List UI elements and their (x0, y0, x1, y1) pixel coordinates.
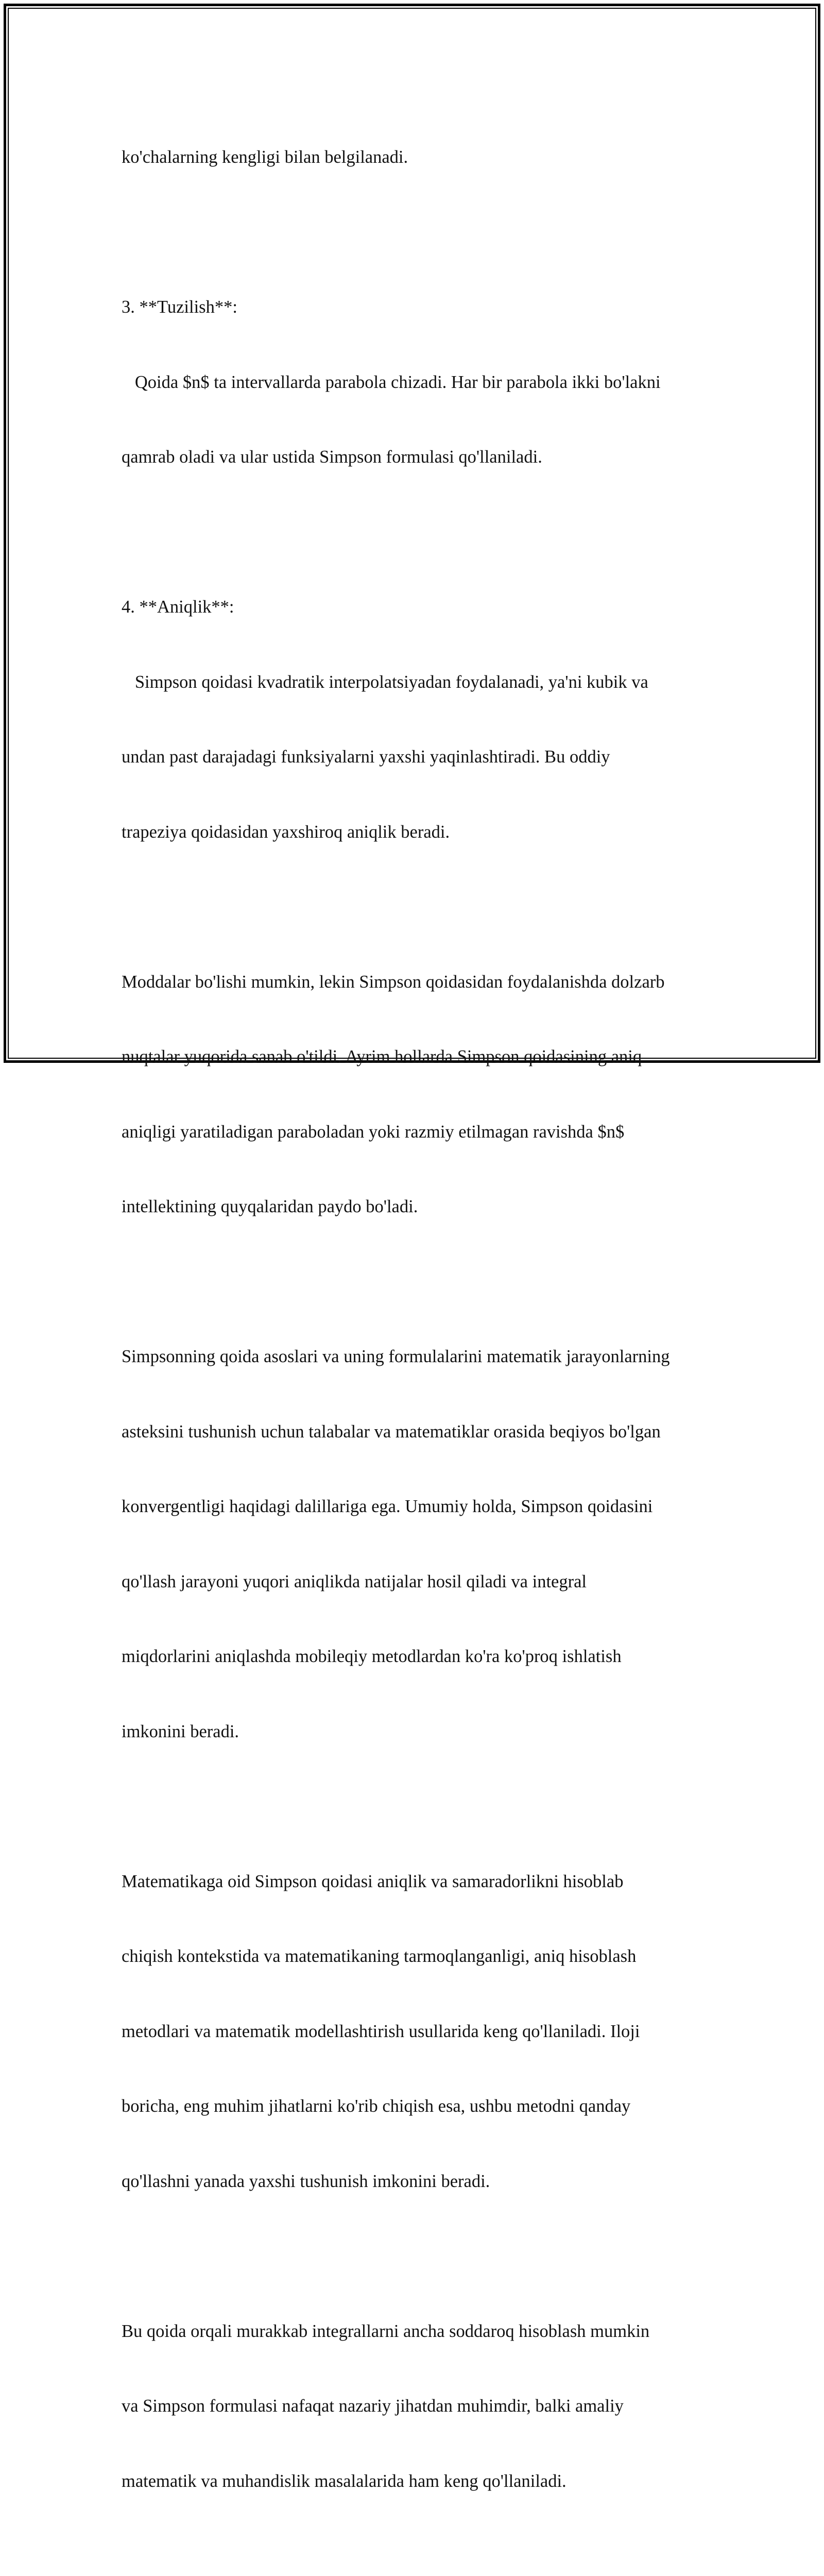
text-line: miqdorlarini aniqlashda mobileqiy metodlardan ko'ra ko'proq ishlatish (122, 1644, 724, 1669)
text-line: qo'llash jarayoni yuqori aniqlikda natijalar hosil qiladi va integral (122, 1569, 724, 1595)
text-line: qo'llashni yanada yaxshi tushunish imkonini beradi. (122, 2169, 724, 2194)
paragraph-matematikaga-oid (122, 1819, 724, 2244)
text-line: boricha, eng muhim jihatlarni ko'rib chiqish esa, ushbu metodni qanday (122, 2094, 724, 2119)
text-line: aniqligi yaratiladigan paraboladan yoki razmiy etilmagan ravishda $n$ (122, 1120, 724, 1145)
paragraph-aniqlik (122, 545, 724, 894)
text-line: metodlari va matematik modellashtirish usullarida keng qo'llaniladi. Iloji (122, 2019, 724, 2044)
text-line: nuqtalar yuqorida sanab o'tildi. Ayrim hollarda Simpson qoidasining aniq (122, 1044, 724, 1070)
text-line: Bu qoida orqali murakkab integrallarni ancha soddaroq hisoblash mumkin (122, 2319, 724, 2344)
paragraph-tuzilish (122, 245, 724, 520)
list-item-heading: 4. **Aniqlik**: (122, 595, 724, 620)
paragraph-simpsonning-asoslari (122, 1294, 724, 1794)
text-line: va Simpson formulasi nafaqat nazariy jihatdan muhimdir, balki amaliy (122, 2394, 724, 2419)
text-line: matematik va muhandislik masalalarida ham keng qo'llaniladi. (122, 2469, 724, 2494)
text-line: Matematikaga oid Simpson qoidasi aniqlik va samaradorlikni hisoblab (122, 1869, 724, 1894)
text-line: chiqish kontekstida va matematikaning tarmoqlanganligi, aniq hisoblash (122, 1944, 724, 1969)
text-line: intellektining quyqalaridan paydo bo'ladi. (122, 1194, 724, 1219)
paragraph-bu-qoida (122, 2269, 724, 2544)
text-line: Moddalar bo'lishi mumkin, lekin Simpson qoidasidan foydalanishda dolzarb (122, 970, 724, 995)
text-line: asteksini tushunish uchun talabalar va matematiklar orasida beqiyos bo'lgan (122, 1419, 724, 1445)
paragraph-moddalar (122, 920, 724, 1269)
text-line: Simpsonning qoida asoslari va uning formulalarini matematik jarayonlarning (122, 1344, 724, 1369)
list-item-heading: 3. **Tuzilish**: (122, 295, 724, 320)
text-line: imkonini beradi. (122, 1719, 724, 1744)
paragraph-continuation (122, 95, 724, 220)
text-line: undan past darajadagi funksiyalarni yaxshi yaqinlashtiradi. Bu oddiy (122, 744, 724, 770)
paragraph-simpsonning-qoidasi (122, 2569, 724, 2576)
text-line: konvergentligi haqidagi dalillariga ega. Umumiy holda, Simpson qoidasini (122, 1494, 724, 1519)
document-body (122, 95, 724, 2576)
text-line: Simpson qoidasi kvadratik interpolatsiyadan foydalanadi, ya'ni kubik va (122, 670, 724, 695)
text-line: qamrab oladi va ular ustida Simpson formulasi qo'llaniladi. (122, 445, 724, 470)
text-line: Qoida $n$ ta intervallarda parabola chizadi. Har bir parabola ikki bo'lakni (122, 370, 724, 395)
text-line: trapeziya qoidasidan yaxshiroq aniqlik beradi. (122, 820, 724, 845)
text-line: ko'chalarning kengligi bilan belgilanadi. (122, 145, 724, 170)
